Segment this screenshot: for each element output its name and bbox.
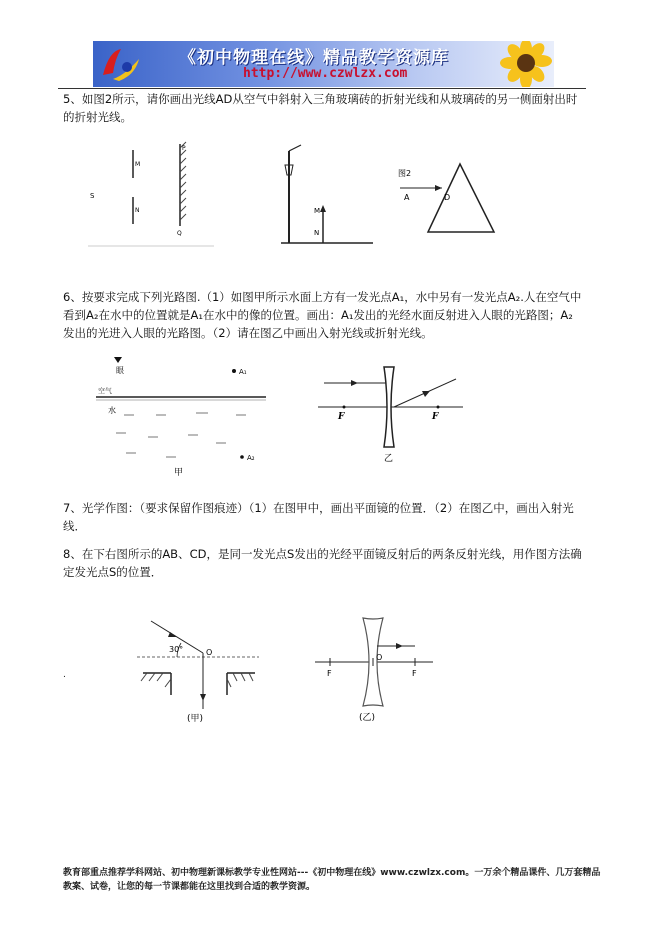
- site-logo-icon: [99, 45, 143, 83]
- label-a1: A₁: [239, 368, 247, 376]
- label-o-yi: O: [376, 653, 383, 662]
- label-s: S: [90, 192, 95, 200]
- header-banner: [93, 41, 554, 87]
- label-30deg: 30°: [169, 645, 184, 654]
- label-water: 水: [108, 406, 116, 415]
- question-5-text: 5、如图2所示，请你画出光线AD从空气中斜射入三角玻璃砖的折射光线和从玻璃砖的另一侧面射出时的折射光线。: [63, 92, 578, 124]
- label-jia: 甲: [174, 468, 184, 478]
- figure-lens-yi: [318, 363, 463, 463]
- banner-title: 《初中物理在线》精品教学资源库: [179, 48, 449, 68]
- label-q: Q: [177, 230, 182, 237]
- label-f-left: F: [338, 412, 345, 422]
- label-n: N: [135, 207, 140, 214]
- sunflower-icon: [482, 41, 552, 87]
- stray-mark: .: [63, 670, 66, 680]
- label-eye: 眼: [116, 366, 124, 375]
- question-7-text: 7、光学作图：（要求保留作图痕迹）（1）在图甲中，画出平面镜的位置．（2）在图乙中，画出入射光线．: [63, 501, 574, 533]
- figure-pole-shadow: [275, 143, 375, 251]
- question-6-text: 6、按要求完成下列光路图.（1）如图甲所示水面上方有一发光点A₁，水中另有一发光点A₂.人在空气中看到A₂在水中的位置就是A₁在水中的像的位置。画出：A₁发出的光经水面反射进入人眼的光路图；A₂发出的光进入人眼的光路图。（2）请在图乙中画出入射光线或折射光线。: [63, 290, 582, 340]
- label-o-jia: O: [206, 648, 213, 657]
- label-jia-paren: (甲): [187, 714, 204, 724]
- label-fig2: 图2: [398, 169, 412, 178]
- figure-mirror-jia: [137, 615, 259, 727]
- label-yi-paren: (乙): [359, 713, 376, 723]
- label-yi: 乙: [384, 454, 394, 463]
- figure-water-jia: [96, 353, 266, 478]
- label-f-left-2: F: [327, 669, 332, 678]
- label-d: D: [444, 193, 451, 202]
- footer-text: 教育部重点推荐学科网站、初中物理新课标教学专业性网站---《初中物理在线》www.czwlzx.com。一万余个精品课件、几万套精品教案、试卷，让您的每一节课都能在这里找到合适的教学资源。: [63, 868, 601, 892]
- figure-lens-yi-2: [313, 612, 435, 724]
- label-a2: A₂: [247, 454, 255, 462]
- label-pole-m: M: [314, 207, 321, 215]
- figure-prism: [390, 158, 500, 238]
- label-p: P: [182, 145, 186, 152]
- header-divider: [58, 88, 586, 89]
- figure-mirror-s: [88, 140, 214, 248]
- label-air: 空气: [98, 387, 112, 395]
- label-f-right-2: F: [412, 669, 417, 678]
- banner-url[interactable]: http://www.czwlzx.com: [243, 66, 408, 81]
- label-m: M: [135, 161, 141, 168]
- question-8-text: 8、在下右图所示的AB、CD，是同一发光点S发出的光经平面镜反射后的两条反射光线，用作图方法确定发光点S的位置．: [63, 547, 582, 579]
- label-a: A: [404, 193, 410, 202]
- label-pole-n: N: [314, 229, 320, 237]
- label-f-right: F: [432, 412, 439, 422]
